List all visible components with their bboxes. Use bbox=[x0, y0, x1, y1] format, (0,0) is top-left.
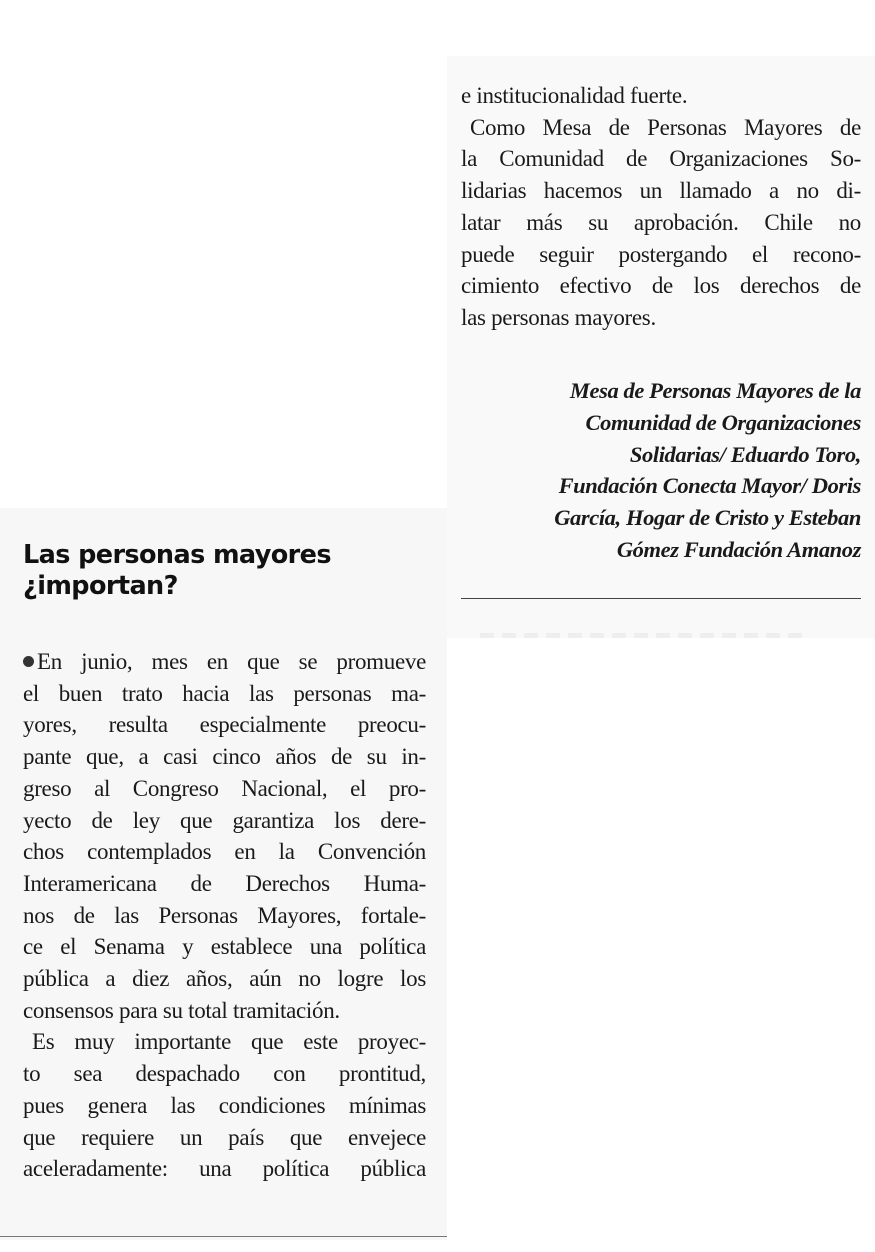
body-line: ce el Senama y establece una política bbox=[23, 934, 426, 960]
signature-line: Gómez Fundación Amanoz bbox=[616, 536, 861, 562]
body-line: e institucionalidad fuerte. bbox=[461, 83, 688, 108]
body-line: latar más su aprobación. Chile no bbox=[461, 209, 861, 235]
body-line-text: En junio, mes en que se promueve bbox=[37, 649, 426, 674]
letter-body-continuation bbox=[461, 80, 861, 334]
body-line: yores, resulta especialmente preocu- bbox=[23, 712, 426, 738]
body-line: que requiere un país que envejece bbox=[23, 1124, 426, 1150]
bleed-through-text bbox=[480, 633, 810, 638]
body-line: greso al Congreso Nacional, el pro- bbox=[23, 775, 426, 801]
signature-line: Comunidad de Organizaciones bbox=[585, 409, 861, 435]
letter-headline bbox=[23, 540, 443, 602]
signature-line: Fundación Conecta Mayor/ Doris bbox=[558, 473, 861, 499]
body-line: lidarias hacemos un llamado a no di- bbox=[461, 178, 861, 204]
signature-line: García, Hogar de Cristo y Esteban bbox=[554, 505, 861, 531]
body-line: Es muy importante que este proyec- bbox=[32, 1029, 426, 1055]
section-divider bbox=[461, 598, 861, 599]
body-line: el buen trato hacia las personas ma- bbox=[23, 680, 426, 706]
signature-line: Solidarias/ Eduardo Toro, bbox=[629, 441, 861, 467]
body-line: nos de las Personas Mayores, fortale- bbox=[23, 902, 426, 928]
signature-line: Mesa de Personas Mayores de la bbox=[569, 378, 861, 403]
body-line: chos contemplados en la Convención bbox=[23, 839, 426, 865]
bullet-icon bbox=[23, 656, 34, 667]
body-line: la Comunidad de Organizaciones So- bbox=[461, 146, 861, 172]
body-line: pante que, a casi cinco años de su in- bbox=[23, 744, 426, 770]
body-line: pública a diez años, aún no logre los bbox=[23, 966, 426, 992]
body-line: pues genera las condiciones mínimas bbox=[23, 1092, 426, 1118]
body-line: consensos para su total tramitación. bbox=[23, 997, 340, 1023]
body-line: las personas mayores. bbox=[461, 304, 656, 330]
body-line: puede seguir postergando el recono- bbox=[461, 241, 861, 267]
letter-body bbox=[23, 646, 426, 1185]
body-line: Como Mesa de Personas Mayores de bbox=[470, 114, 861, 140]
body-line: cimiento efectivo de los derechos de bbox=[461, 273, 861, 299]
headline-line: ¿importan? bbox=[23, 571, 178, 601]
body-line: Interamericana de Derechos Huma- bbox=[23, 870, 426, 896]
headline-line: Las personas mayores bbox=[23, 540, 331, 570]
body-line: yecto de ley que garantiza los dere- bbox=[23, 807, 426, 833]
body-line-first bbox=[23, 646, 426, 678]
body-line: aceleradamente: una política pública bbox=[23, 1156, 426, 1182]
column-bottom-rule bbox=[0, 1236, 447, 1237]
letter-signature bbox=[461, 375, 861, 566]
body-line: to sea despachado con prontitud, bbox=[23, 1061, 426, 1087]
